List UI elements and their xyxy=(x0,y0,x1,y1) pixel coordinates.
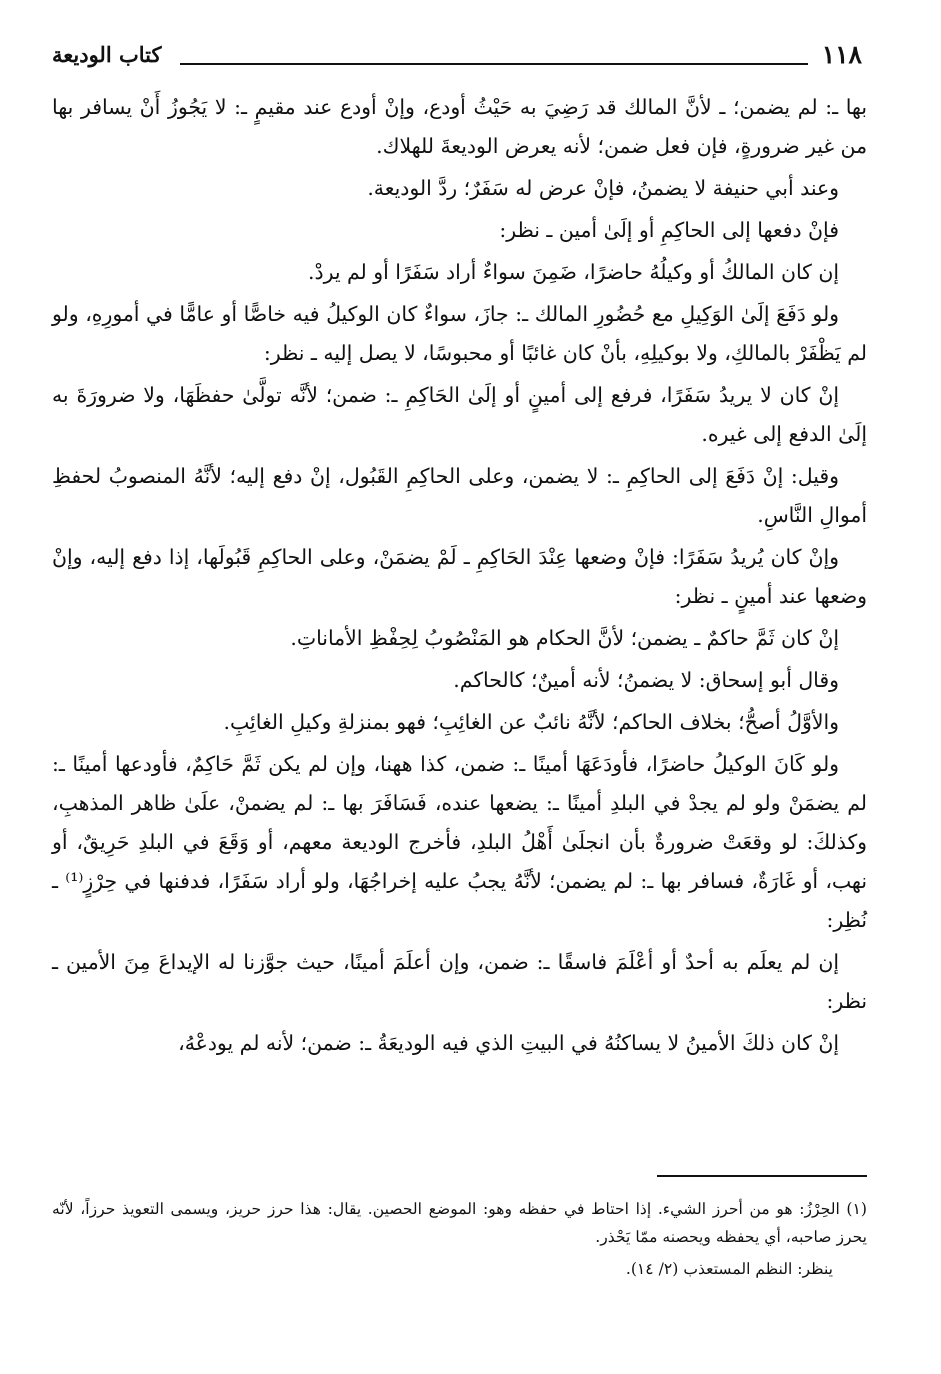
footnote-reference: ينظر: النظم المستعذب (٢/ ١٤). xyxy=(625,1260,833,1278)
paragraph: ولو دَفَعَ إلَىٰ الوَكِيلِ مع حُضُورِ المالك ـ: جازَ، سواءٌ كان الوكيلُ فيه خاصًّا أو عامًّا في أمورِهِ، ولو لم يَظْفَرْ بالمالكِ، ولا بوكيلِهِ، بأنْ كان غائبًا أو محبوسًا، لا يصل إليه ـ نظر: xyxy=(52,302,867,365)
paragraph: وقال أبو إسحاق: لا يضمنُ؛ لأنه أمينٌ؛ كالحاكم. xyxy=(453,668,839,692)
header-rule xyxy=(180,63,808,65)
footnote-separator xyxy=(657,1175,867,1177)
paragraph: إنْ كان ذلكَ الأمينُ لا يساكنُهُ في البيتِ الذي فيه الوديعَةُ ـ: ضمن؛ لأنه لم يودعْهُ، xyxy=(178,1031,839,1055)
paragraph: والأوَّلُ أصحُّ؛ بخلاف الحاكم؛ لأنَّهُ نائبٌ عن الغائِبِ؛ فهو بمنزلةِ وكيلِ الغائِبِ. xyxy=(223,710,839,734)
footnote-text: (١) الحِرْزُ: هو من أحرز الشيء. إذا احتاط في حفظه وهو: الموضع الحصين. يقال: هذا حرز حريز، ويسمى التعويذ حرزاً، لأنّه يحرز صاحبه، أي يحفظه ويحصنه ممّا يَحْذر. xyxy=(52,1200,867,1246)
page-number: ١١٨ xyxy=(821,40,862,69)
paragraph: فإنْ دفعها إلى الحاكِمِ أو إلَىٰ أمين ـ نظر: xyxy=(499,218,839,242)
paragraph: بها ـ: لم يضمن؛ ـ لأنَّ المالك قد رَضِيَ به حَيْثُ أودع، وإنْ أودع عند مقيمٍ ـ: لا يَجُوزُ أَنْ يسافر بها من غير ضرورةٍ، فإن فعل ضمن؛ لأنه يعرض الوديعةَ للهلاك. xyxy=(52,95,867,158)
paragraph: إنْ كان لا يريدُ سَفَرًا، فرفع إلى أمينٍ أو إلَىٰ الحَاكِمِ ـ: ضمن؛ لأنَّه تولَّىٰ حفظَهَا، ولا ضرورَةَ به إلَىٰ الدفع إلى غيره. xyxy=(52,383,867,446)
paragraph: ولو كَانَ الوكيلُ حاضرًا، فأودَعَهَا أمينًا ـ: ضمن، كذا ههنا، وإن لم يكن ثَمَّ حَاكِمٌ، فأودعها أمينًا ـ: لم يضمَنْ ولو لم يجدْ في البلدِ أمينًا ـ: يضعها عنده، فَسَافَرَ بها ـ: لم يضمنْ، علَىٰ ظاهر المذهبِ، وكذلكَ: لو وقعَتْ ضرورةٌ بأن انجلَىٰ أَهْلُ البلدِ، فأخرج الوديعة معهم، أو وَقَعَ في البلدِ حَرِيقٌ، أو نهب، أو غَارَةٌ، فسافر بها ـ: لم يضمن؛ لأنَّهُ يجبُ عليه إخراجُهَا، ولو أراد سَفَرًا، فدفنها في حِرْزٍ⁽¹⁾ ـ نُظِر: xyxy=(52,752,867,932)
paragraph: وإنْ كان يُريدُ سَفَرًا: فإنْ وضعها عِنْدَ الحَاكِمِ ـ لَمْ يضمَنْ، وعلى الحاكِمِ قَبُولَها، إذا دفع إليه، وإنْ وضعها عند أمينٍ ـ نظر: xyxy=(52,545,867,608)
paragraph: إن كان المالكُ أو وكيلُهُ حاضرًا، ضَمِنَ سواءٌ أراد سَفَرًا أو لم يردْ. xyxy=(308,260,839,284)
paragraph: وعند أبي حنيفة لا يضمنُ، فإنْ عرض له سَفَرٌ؛ ردَّ الوديعة. xyxy=(367,176,839,200)
paragraph: وقيل: إنْ دَفَعَ إلى الحاكِمِ ـ: لا يضمن، وعلى الحاكِمِ القَبُول، إنْ دفع إليه؛ لأنَّهُ المنصوبُ لحفظِ أموالِ النَّاسِ. xyxy=(52,464,867,527)
footnotes xyxy=(52,1195,867,1283)
paragraph: إن لم يعلَم به أحدٌ أو أعْلَمَ فاسقًا ـ: ضمن، وإن أعلَمَ أمينًا، حيث جوَّزنا له الإيداعَ مِنَ الأمين ـ نظر: xyxy=(52,950,867,1013)
running-title: كتاب الوديعة xyxy=(52,42,162,67)
main-text xyxy=(52,88,867,1066)
page-header xyxy=(52,40,862,74)
paragraph: إنْ كان ثَمَّ حاكمٌ ـ يضمن؛ لأنَّ الحكام هو المَنْصُوبُ لِحِفْظِ الأماناتِ. xyxy=(290,626,839,650)
